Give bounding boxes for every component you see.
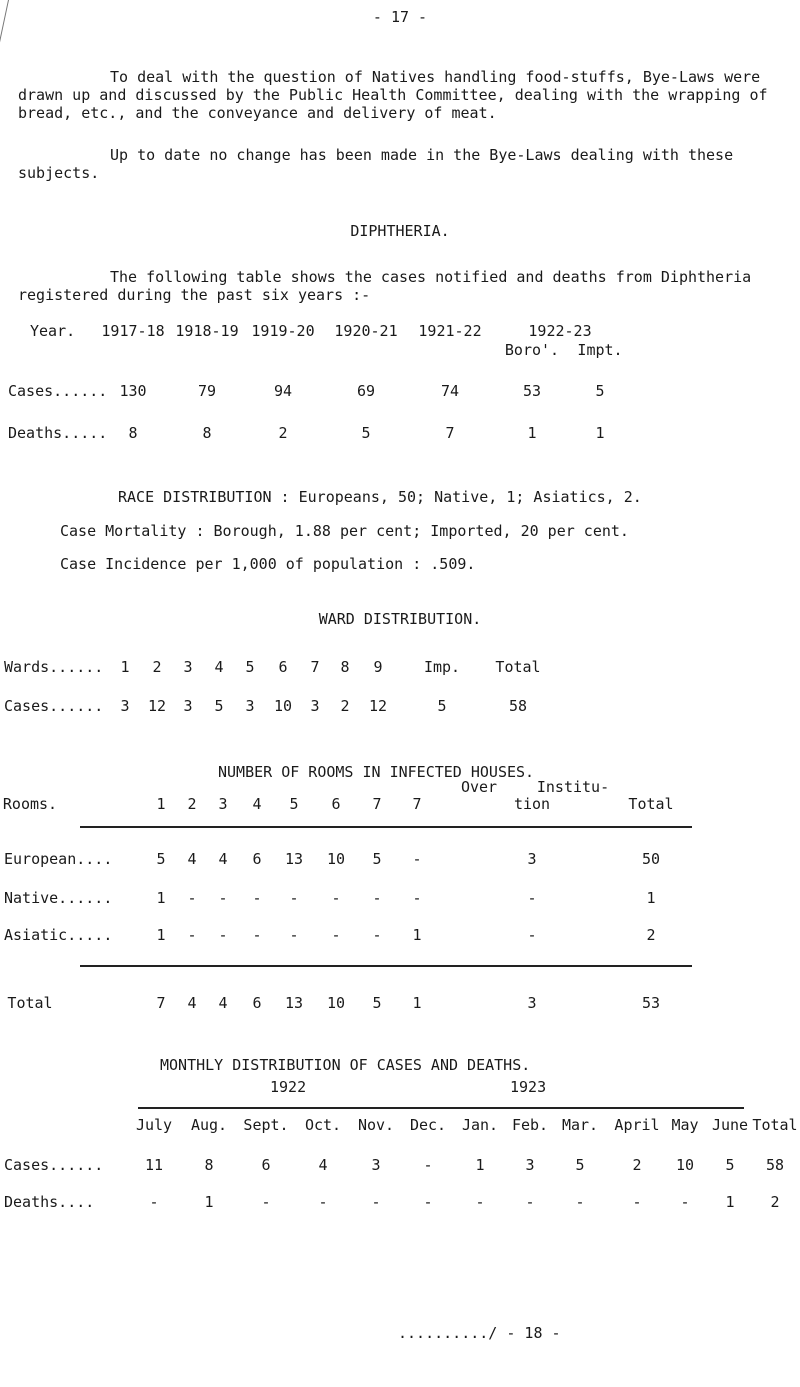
- ward-number: 9: [373, 658, 383, 676]
- rooms-cell: -: [412, 850, 422, 868]
- monthly-cases-label: Cases......: [4, 1156, 104, 1174]
- ward-cases-value: 5: [437, 697, 447, 715]
- year-header: 1917-18: [101, 322, 165, 340]
- rooms-total-header: Total: [628, 795, 674, 813]
- rooms-cell: -: [527, 889, 537, 907]
- rooms-total-label: Total: [7, 994, 53, 1012]
- ward-cases-value: 3: [245, 697, 255, 715]
- rooms-cell: -: [218, 889, 228, 907]
- deaths-value: 8: [202, 424, 212, 442]
- month-header: May: [671, 1116, 699, 1134]
- rooms-heading: NUMBER OF ROOMS IN INFECTED HOUSES.: [218, 763, 535, 781]
- monthly-deaths-row: [0, 1193, 800, 1213]
- rooms-header-row: [0, 795, 800, 815]
- wards-label: Wards......: [4, 658, 104, 676]
- rooms-cell: 4: [218, 850, 228, 868]
- monthly-year-1922: 1922: [270, 1078, 307, 1096]
- race-distribution: RACE DISTRIBUTION : Europeans, 50; Native, 1; Asiatics, 2.: [118, 488, 642, 506]
- diphtheria-years-row: [0, 322, 800, 342]
- ward-cases-value: 3: [183, 697, 193, 715]
- monthly-deaths-value: -: [261, 1193, 271, 1211]
- monthly-cases-value: 5: [575, 1156, 585, 1174]
- rooms-cell: 1: [156, 926, 166, 944]
- imported-subheader: Impt.: [577, 341, 623, 359]
- institution-header-bottom: tion: [513, 795, 551, 813]
- monthly-deaths-value: -: [632, 1193, 642, 1211]
- month-header: Aug.: [190, 1116, 228, 1134]
- rooms-label: Rooms.: [2, 795, 58, 813]
- ward-wards-row: [0, 658, 800, 678]
- rooms-cell: -: [527, 926, 537, 944]
- diphtheria-cases-row: [0, 382, 800, 402]
- year-header: 1921-22: [418, 322, 482, 340]
- ward-number: 6: [278, 658, 288, 676]
- monthly-deaths-value: -: [423, 1193, 433, 1211]
- monthly-deaths-value: -: [318, 1193, 328, 1211]
- month-header: Oct.: [304, 1116, 342, 1134]
- cases-value: 130: [119, 382, 147, 400]
- month-header: Feb.: [511, 1116, 549, 1134]
- ward-number: 1: [120, 658, 130, 676]
- rooms-cell: 1: [156, 889, 166, 907]
- rooms-total-cell: 13: [284, 994, 304, 1012]
- rooms-cell: 1: [412, 926, 422, 944]
- intro-paragraph: To deal with the question of Natives handling food-stuffs, Bye-Laws were drawn up and discussed by the Public Health Committee, dealing with the wrapping of bread, etc., and the conveyance and delivery of meat.: [18, 68, 768, 122]
- ward-cases-value: 5: [214, 697, 224, 715]
- case-incidence: Case Incidence per 1,000 of population : .509.: [60, 555, 476, 573]
- rooms-cell: 50: [641, 850, 661, 868]
- ward-cases-row: [0, 697, 800, 717]
- rooms-col-header: 1: [156, 795, 166, 813]
- year-header: 1918-19: [175, 322, 239, 340]
- rooms-cell: 13: [284, 850, 304, 868]
- ward-cases-value: 12: [368, 697, 388, 715]
- rooms-total-cell: 4: [187, 994, 197, 1012]
- year-label: Year.: [30, 322, 76, 340]
- ward-number: 7: [310, 658, 320, 676]
- deaths-label: Deaths.....: [8, 424, 108, 442]
- over-header-top: Over: [460, 778, 498, 796]
- rooms-cell: 5: [372, 850, 382, 868]
- monthly-cases-total: 58: [765, 1156, 785, 1174]
- rooms-col-header: 3: [218, 795, 228, 813]
- month-header: Sept.: [243, 1116, 289, 1134]
- monthly-cases-value: 1: [475, 1156, 485, 1174]
- year-header: 1922-23: [528, 322, 592, 340]
- monthly-deaths-value: -: [680, 1193, 690, 1211]
- rooms-cell: -: [372, 889, 382, 907]
- month-header: Nov.: [357, 1116, 395, 1134]
- rooms-total-row: [0, 994, 800, 1014]
- rooms-cell: -: [289, 889, 299, 907]
- monthly-cases-value: 6: [261, 1156, 271, 1174]
- monthly-cases-value: 11: [144, 1156, 164, 1174]
- rooms-row-label: Native......: [4, 889, 113, 907]
- rooms-cell: -: [187, 889, 197, 907]
- monthly-deaths-value: 1: [204, 1193, 214, 1211]
- monthly-deaths-total: 2: [770, 1193, 780, 1211]
- rooms-cell: -: [187, 926, 197, 944]
- ward-number: 4: [214, 658, 224, 676]
- monthly-cases-value: 4: [318, 1156, 328, 1174]
- cases-label: Cases......: [8, 382, 108, 400]
- rooms-cell: 5: [156, 850, 166, 868]
- page-number: - 17 -: [372, 8, 428, 26]
- rooms-cell: -: [412, 889, 422, 907]
- cases-value: 79: [197, 382, 217, 400]
- monthly-cases-value: -: [423, 1156, 433, 1174]
- rooms-total-cell: 1: [412, 994, 422, 1012]
- monthly-deaths-value: -: [475, 1193, 485, 1211]
- rooms-total-cell: 6: [252, 994, 262, 1012]
- rooms-row-label: Asiatic.....: [4, 926, 113, 944]
- rooms-row-native: [0, 889, 800, 909]
- diphtheria-intro: The following table shows the cases notified and deaths from Diphtheria registered during the past six years :-: [18, 268, 752, 304]
- rooms-cell: 4: [187, 850, 197, 868]
- monthly-deaths-value: -: [149, 1193, 159, 1211]
- deaths-value: 2: [278, 424, 288, 442]
- monthly-cases-value: 5: [725, 1156, 735, 1174]
- monthly-deaths-value: -: [525, 1193, 535, 1211]
- rooms-total-cell: 5: [372, 994, 382, 1012]
- month-total-header: Total: [752, 1116, 798, 1134]
- rooms-total-cell: 53: [641, 994, 661, 1012]
- rooms-cell: 10: [326, 850, 346, 868]
- rooms-cell: -: [331, 926, 341, 944]
- monthly-header-row: [0, 1116, 800, 1136]
- rooms-col-header: 7: [372, 795, 382, 813]
- monthly-year-1923: 1923: [510, 1078, 547, 1096]
- year-header: 1919-20: [251, 322, 315, 340]
- deaths-value: 8: [128, 424, 138, 442]
- month-header: Jan.: [461, 1116, 499, 1134]
- monthly-cases-row: [0, 1156, 800, 1176]
- monthly-cases-value: 10: [675, 1156, 695, 1174]
- rooms-cell: -: [289, 926, 299, 944]
- rooms-total-cell: 10: [326, 994, 346, 1012]
- rooms-col-header: 5: [289, 795, 299, 813]
- cases-value: 5: [595, 382, 605, 400]
- rooms-cell: -: [331, 889, 341, 907]
- diphtheria-deaths-row: [0, 424, 800, 444]
- monthly-deaths-value: -: [575, 1193, 585, 1211]
- cases-value: 74: [440, 382, 460, 400]
- monthly-rule: [138, 1107, 744, 1109]
- deaths-value: 7: [445, 424, 455, 442]
- rooms-total-cell: 7: [156, 994, 166, 1012]
- monthly-deaths-label: Deaths....: [4, 1193, 95, 1211]
- rooms-cell: 2: [646, 926, 656, 944]
- diphtheria-heading: DIPHTHERIA.: [350, 222, 450, 240]
- month-header: Dec.: [409, 1116, 447, 1134]
- monthly-cases-value: 8: [204, 1156, 214, 1174]
- rooms-row-label: European....: [4, 850, 113, 868]
- monthly-heading: MONTHLY DISTRIBUTION OF CASES AND DEATHS.: [160, 1056, 531, 1074]
- rooms-cell: 6: [252, 850, 262, 868]
- rooms-top-rule: [80, 826, 692, 828]
- deaths-value: 5: [361, 424, 371, 442]
- year-header: 1920-21: [334, 322, 398, 340]
- monthly-cases-value: 2: [632, 1156, 642, 1174]
- monthly-deaths-value: 1: [725, 1193, 735, 1211]
- rooms-total-cell: 3: [527, 994, 537, 1012]
- ward-cases-value: 10: [273, 697, 293, 715]
- month-header: June: [711, 1116, 749, 1134]
- month-header: April: [614, 1116, 660, 1134]
- ward-cases-label: Cases......: [4, 697, 104, 715]
- cases-value: 53: [522, 382, 542, 400]
- rooms-cell: -: [372, 926, 382, 944]
- monthly-cases-value: 3: [525, 1156, 535, 1174]
- institution-header-top: Institu-: [536, 778, 610, 796]
- ward-number: 2: [152, 658, 162, 676]
- rooms-col-header: 4: [252, 795, 262, 813]
- diphtheria-subheader-row: [0, 341, 800, 361]
- cases-value: 94: [273, 382, 293, 400]
- rooms-col-header: 2: [187, 795, 197, 813]
- month-header: July: [135, 1116, 173, 1134]
- over-header-bottom: 7: [412, 795, 422, 813]
- ward-cases-value: 58: [508, 697, 528, 715]
- case-mortality: Case Mortality : Borough, 1.88 per cent; Imported, 20 per cent.: [60, 522, 629, 540]
- ward-number: 3: [183, 658, 193, 676]
- rooms-cell: -: [218, 926, 228, 944]
- ward-cases-value: 3: [120, 697, 130, 715]
- rooms-bottom-rule: [80, 965, 692, 967]
- deaths-value: 1: [527, 424, 537, 442]
- ward-cases-value: 3: [310, 697, 320, 715]
- month-header: Mar.: [561, 1116, 599, 1134]
- ward-imported-header: Imp.: [423, 658, 461, 676]
- ward-total-header: Total: [495, 658, 541, 676]
- monthly-cases-value: 3: [371, 1156, 381, 1174]
- rooms-row-asiatic: [0, 926, 800, 946]
- rooms-row-european: [0, 850, 800, 870]
- ward-number: 5: [245, 658, 255, 676]
- ward-number: 8: [340, 658, 350, 676]
- deaths-value: 1: [595, 424, 605, 442]
- cases-value: 69: [356, 382, 376, 400]
- ward-cases-value: 2: [340, 697, 350, 715]
- page-footer: ........../ - 18 -: [398, 1324, 561, 1342]
- rooms-total-cell: 4: [218, 994, 228, 1012]
- rooms-cell: 1: [646, 889, 656, 907]
- rooms-cell: -: [252, 889, 262, 907]
- monthly-deaths-value: -: [371, 1193, 381, 1211]
- ward-heading: WARD DISTRIBUTION.: [318, 610, 482, 628]
- update-paragraph: Up to date no change has been made in the Bye-Laws dealing with these subjects.: [18, 146, 734, 182]
- rooms-cell: 3: [527, 850, 537, 868]
- rooms-col-header: 6: [331, 795, 341, 813]
- ward-cases-value: 12: [147, 697, 167, 715]
- rooms-cell: -: [252, 926, 262, 944]
- borough-subheader: Boro'.: [504, 341, 560, 359]
